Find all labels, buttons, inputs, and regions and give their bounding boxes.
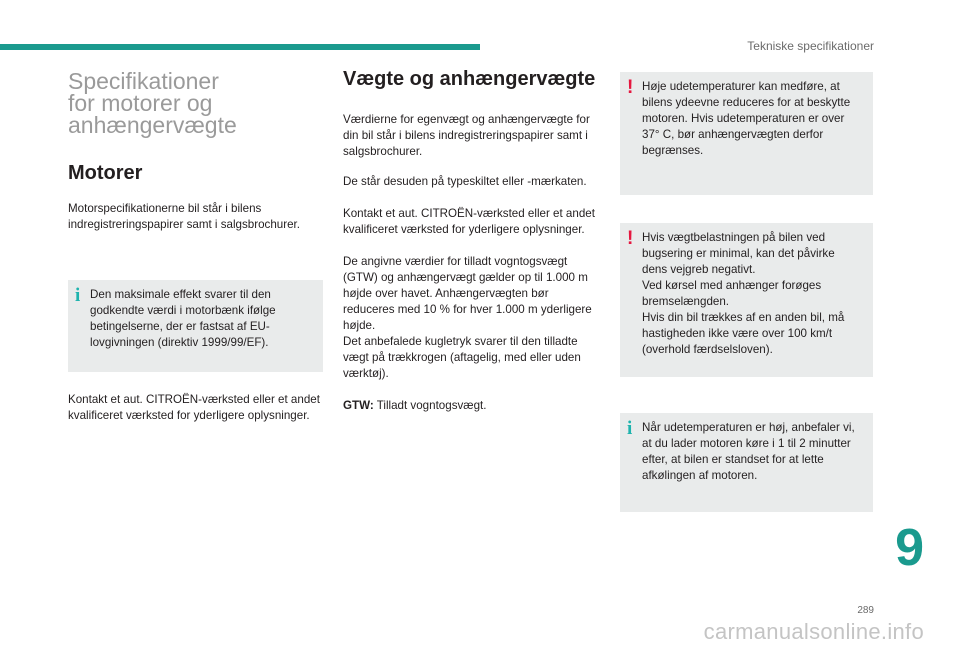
engines-contact: Kontakt et aut. CITROËN-værksted eller et andet kvalificeret værksted for yderligere oplysninger. xyxy=(68,393,320,422)
weights-p4-line: Det anbefalede kugletryk svarer til den tilladte vægt på trækkrogen (aftagelig, med eller uden værktøj). xyxy=(343,335,581,380)
gtw-label: GTW: xyxy=(343,399,374,412)
page-number: 289 xyxy=(857,605,874,616)
heading-weights: Vægte og anhængervægte xyxy=(343,68,596,90)
warning-box-text: Hvis vægtbelastningen på bilen ved bugsering er minimal, kan det påvirke dens vejgreb negativt. xyxy=(642,231,835,276)
watermark: carmanualsonline.info xyxy=(703,619,924,644)
info-box-engine-power xyxy=(68,280,323,372)
weights-p2: De står desuden på typeskiltet eller -mærkaten. xyxy=(343,175,587,188)
column-notes xyxy=(620,68,873,512)
engines-intro: Motorspecifikationerne bil står i bilens indregistreringspapirer samt i salgsbrochurer. xyxy=(68,202,300,231)
warning-box-text: Høje udetemperaturer kan medføre, at bilens ydeevne reduceres for at beskytte motoren. Hvis udetemperaturen er over 37° C, bør anhængervægten derfor begrænses. xyxy=(642,80,851,157)
warning-box-text: Hvis din bil trækkes af en anden bil, må hastigheden ikke være over 100 km/t (overhold færdselsloven). xyxy=(642,311,845,356)
info-icon: i xyxy=(75,285,81,306)
weights-p1: Værdierne for egenvægt og anhængervægte for din bil står i bilens indregistreringspapirer samt i salgsbrochurer. xyxy=(343,113,590,158)
heading-engines: Motorer xyxy=(68,162,143,184)
warning-icon: ! xyxy=(627,77,634,98)
page-title-line: Specifikationer xyxy=(68,68,219,94)
warning-icon: ! xyxy=(627,228,634,249)
chapter-number: 9 xyxy=(895,519,924,577)
weights-p4 xyxy=(343,254,601,382)
column-weights xyxy=(343,68,601,414)
gtw-text: Tilladt vogntogsvægt. xyxy=(373,399,487,412)
section-title: Tekniske specifikationer xyxy=(747,39,874,53)
info-icon: i xyxy=(627,418,633,439)
page-title-line: anhængervægte xyxy=(68,112,237,138)
header-accent-bar xyxy=(0,44,480,50)
info-box-text: Når udetemperaturen er høj, anbefaler vi, at du lader motoren køre i 1 til 2 minutter efter, at bilen er standset for at lette afkølingen af motoren. xyxy=(642,421,855,482)
warning-box-temperature xyxy=(620,72,873,195)
gtw-definition xyxy=(343,398,601,414)
weights-p4-line: De angivne værdier for tilladt vogntogsvægt (GTW) og anhængervægt gælder op til 1.000 m højde over havet. Anhængervægten bør reduceres med 10 % for hver 1.000 m yderligere højde. xyxy=(343,255,592,332)
info-box-cooling xyxy=(620,413,873,512)
page-title-line: for motorer og xyxy=(68,90,213,116)
page-title xyxy=(68,70,323,136)
info-box-text: Den maksimale effekt svarer til den godkendte værdi i motorbænk ifølge betingelserne, der er fastsat af EU-lovgivningen (direktiv 1999/99/EF). xyxy=(90,288,276,349)
warning-box-towing xyxy=(620,223,873,377)
weights-p3: Kontakt et aut. CITROËN-værksted eller et andet kvalificeret værksted for yderligere oplysninger. xyxy=(343,207,595,236)
column-engines xyxy=(68,68,323,424)
warning-box-text: Ved kørsel med anhænger forøges bremselængden. xyxy=(642,279,822,308)
